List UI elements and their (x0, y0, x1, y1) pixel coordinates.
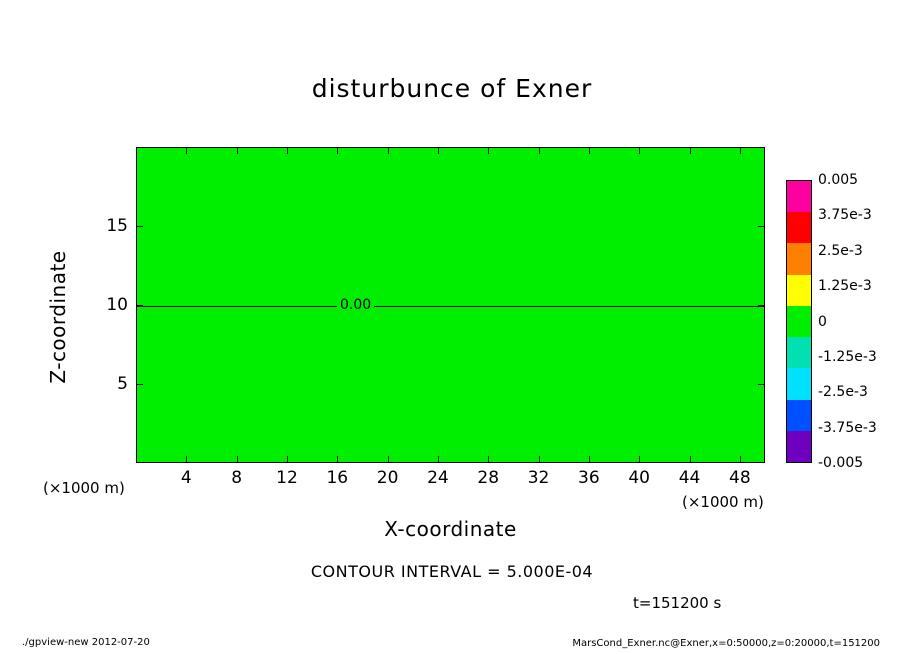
y-tick (136, 226, 143, 227)
x-unit-left-label: (×1000 m) (43, 479, 125, 497)
colorbar-tick-label: -3.75e-3 (818, 419, 877, 436)
x-tick (388, 147, 389, 154)
x-tick-label: 20 (376, 468, 399, 488)
credit-right: MarsCond_Exner.nc@Exner,x=0:50000,z=0:20000,t=151200 (572, 638, 880, 649)
y-tick-label: 5 (117, 374, 128, 394)
y-tick (758, 384, 765, 385)
x-unit-right-label: (×1000 m) (682, 493, 764, 511)
x-tick-label: 16 (326, 468, 349, 488)
colorbar-cell (787, 431, 811, 462)
colorbar-cell (787, 337, 811, 368)
x-tick (186, 147, 187, 154)
x-tick-label: 28 (477, 468, 500, 488)
x-tick-label: 36 (578, 468, 600, 488)
x-tick (337, 456, 338, 463)
x-tick (740, 456, 741, 463)
x-tick (438, 456, 439, 463)
colorbar-tick-label: -0.005 (818, 455, 864, 471)
contour-interval-note: CONTOUR INTERVAL = 5.000E-04 (310, 562, 594, 581)
x-tick (488, 456, 489, 463)
x-tick (186, 456, 187, 463)
plot-area (136, 147, 765, 463)
x-tick (539, 147, 540, 154)
x-tick-label: 12 (276, 468, 298, 488)
y-tick (136, 305, 143, 306)
x-tick (589, 147, 590, 154)
x-tick-label: 32 (527, 468, 550, 488)
colorbar-cell (787, 212, 811, 243)
colorbar-cell (787, 306, 811, 337)
contour-line (137, 306, 764, 307)
x-tick-label: 4 (180, 468, 192, 488)
time-label: t=151200 s (633, 594, 722, 612)
x-tick (639, 147, 640, 154)
colorbar-tick-label: -1.25e-3 (818, 348, 877, 365)
y-tick-label: 10 (106, 295, 128, 315)
x-tick (488, 147, 489, 154)
y-tick (758, 226, 765, 227)
colorbar-tick-label: 3.75e-3 (818, 207, 872, 224)
x-tick (539, 456, 540, 463)
colorbar-cell (787, 275, 811, 306)
x-tick-label: 48 (729, 468, 751, 488)
x-tick (388, 456, 389, 463)
x-tick-label: 8 (231, 468, 243, 488)
credit-left: ./gpview-new 2012-07-20 (22, 637, 150, 648)
x-tick (589, 456, 590, 463)
colorbar-tick-label: -2.5e-3 (818, 384, 868, 401)
x-tick (438, 147, 439, 154)
x-tick (690, 147, 691, 154)
x-tick (237, 456, 238, 463)
colorbar-cell (787, 243, 811, 274)
colorbar-cell (787, 400, 811, 431)
x-tick (287, 147, 288, 154)
colorbar-tick-label: 0 (818, 313, 827, 330)
page-title: disturbunce of Exner (311, 74, 593, 103)
x-tick (639, 456, 640, 463)
x-axis-title: X-coordinate (384, 517, 517, 541)
contour-line-label: 0.00 (337, 296, 374, 314)
x-tick-label: 24 (427, 468, 449, 488)
y-tick-label: 15 (106, 216, 128, 236)
colorbar-cell (787, 368, 811, 399)
y-tick (758, 305, 765, 306)
x-tick (690, 456, 691, 463)
colorbar-tick-label: 1.25e-3 (818, 278, 872, 295)
x-tick (337, 147, 338, 154)
colorbar (786, 180, 812, 463)
x-tick (287, 456, 288, 463)
colorbar-tick-label: 0.005 (818, 172, 859, 188)
y-axis-title: Z-coordinate (46, 250, 70, 384)
x-tick-label: 40 (628, 468, 651, 488)
y-tick (136, 384, 143, 385)
x-tick (740, 147, 741, 154)
colorbar-cell (787, 181, 811, 212)
x-tick-label: 44 (678, 468, 701, 488)
colorbar-tick-label: 2.5e-3 (818, 242, 863, 259)
x-tick (237, 147, 238, 154)
